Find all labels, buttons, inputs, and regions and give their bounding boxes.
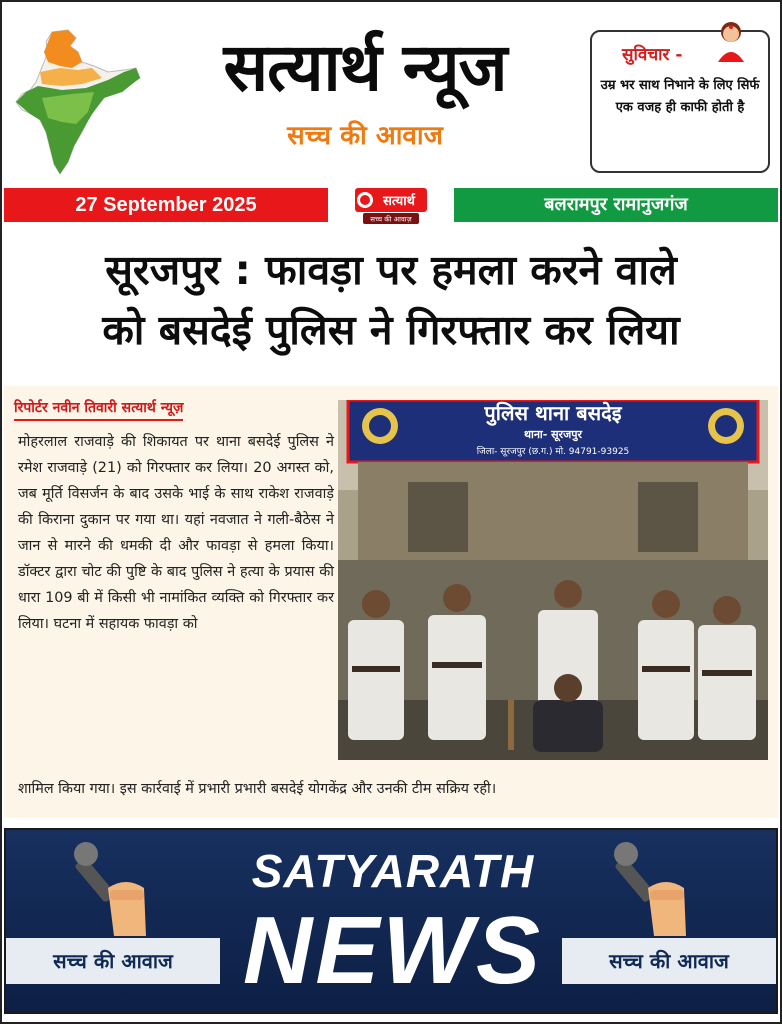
headline [0,240,782,380]
logo-subtext: सच्च की आवाज़ [370,215,412,224]
banner-slogan-left: सच्च की आवाज [6,938,220,984]
newspaper-title: सत्यार्थ न्यूज [223,29,507,106]
headline-line-2: को बसदेई पुलिस ने गिरफ्तार कर लिया [102,306,680,354]
thought-avatar-icon [712,18,750,64]
headline-line-1: सूरजपुर : फावड़ा पर हमला करने वाले [105,246,677,294]
banner-slogan-right: सच्च की आवाज [562,938,776,984]
header [0,0,782,182]
reporter-byline: रिपोर्टर नवीन तिवारी सत्यार्थ न्यूज़ [14,398,183,421]
satyarath-logo-icon [353,186,429,226]
thought-of-day-box [590,30,770,173]
location-bar: बलरामपुर रामानुजगंज [454,188,778,222]
masthead [150,22,580,152]
sign-text-line-1: पुलिस थाना बसदेइ [484,401,622,425]
satyarath-news-banner [4,828,778,1014]
thought-label: सुविचार - [622,45,683,65]
india-map-icon [12,28,142,176]
police-station-photo [338,400,768,760]
date-bar: 27 September 2025 [4,188,328,222]
article-body-last-line: शामिल किया गया। इस कार्रवाई में प्रभारी प्रभारी बसदेई योगकेंद्र और उनकी टीम सक्रिय रही। [18,781,497,797]
article [4,386,778,818]
banner-brand-line-1: SATYARATH [251,845,535,897]
sign-text-line-2: थाना- सूरजपुर [523,428,583,441]
banner-brand-line-2: NEWS [243,897,543,1004]
sign-text-line-3: जिला- सूरजपुर (छ.ग.) मो. 94791-93925 [476,447,630,457]
article-body: मोहरलाल राजवाड़े की शिकायत पर थाना बसदेई पुलिस ने रमेश राजवाड़े (21) को गिरफ्तार कर लिया। 20 अगस्त को, जब मूर्ति विसर्जन के बाद उसके भाई के साथ राकेश राजवाड़े की किराना दुकान पर गया था। यहां नवजात ने गली-बैठेस ने जान से मारने की धमकी दी और फावड़ा से हमला किया। डॉक्टर द्वारा चोट की पुष्टि के बाद पुलिस ने हत्या के प्रयास की धारा 109 बी में किसी भी नामांकित व्यक्ति को गिरफ्तार कर लिया। घटना में सहायक फावड़ा को [18,434,334,632]
newspaper-tagline: सच्च की आवाज [287,121,443,151]
thought-text: उम्र भर साथ निभाने के लिए सिर्फ एक वजह ही काफी होती है [600,78,760,115]
info-strip [4,186,778,226]
logo-text: सत्यार्थ [383,194,415,209]
